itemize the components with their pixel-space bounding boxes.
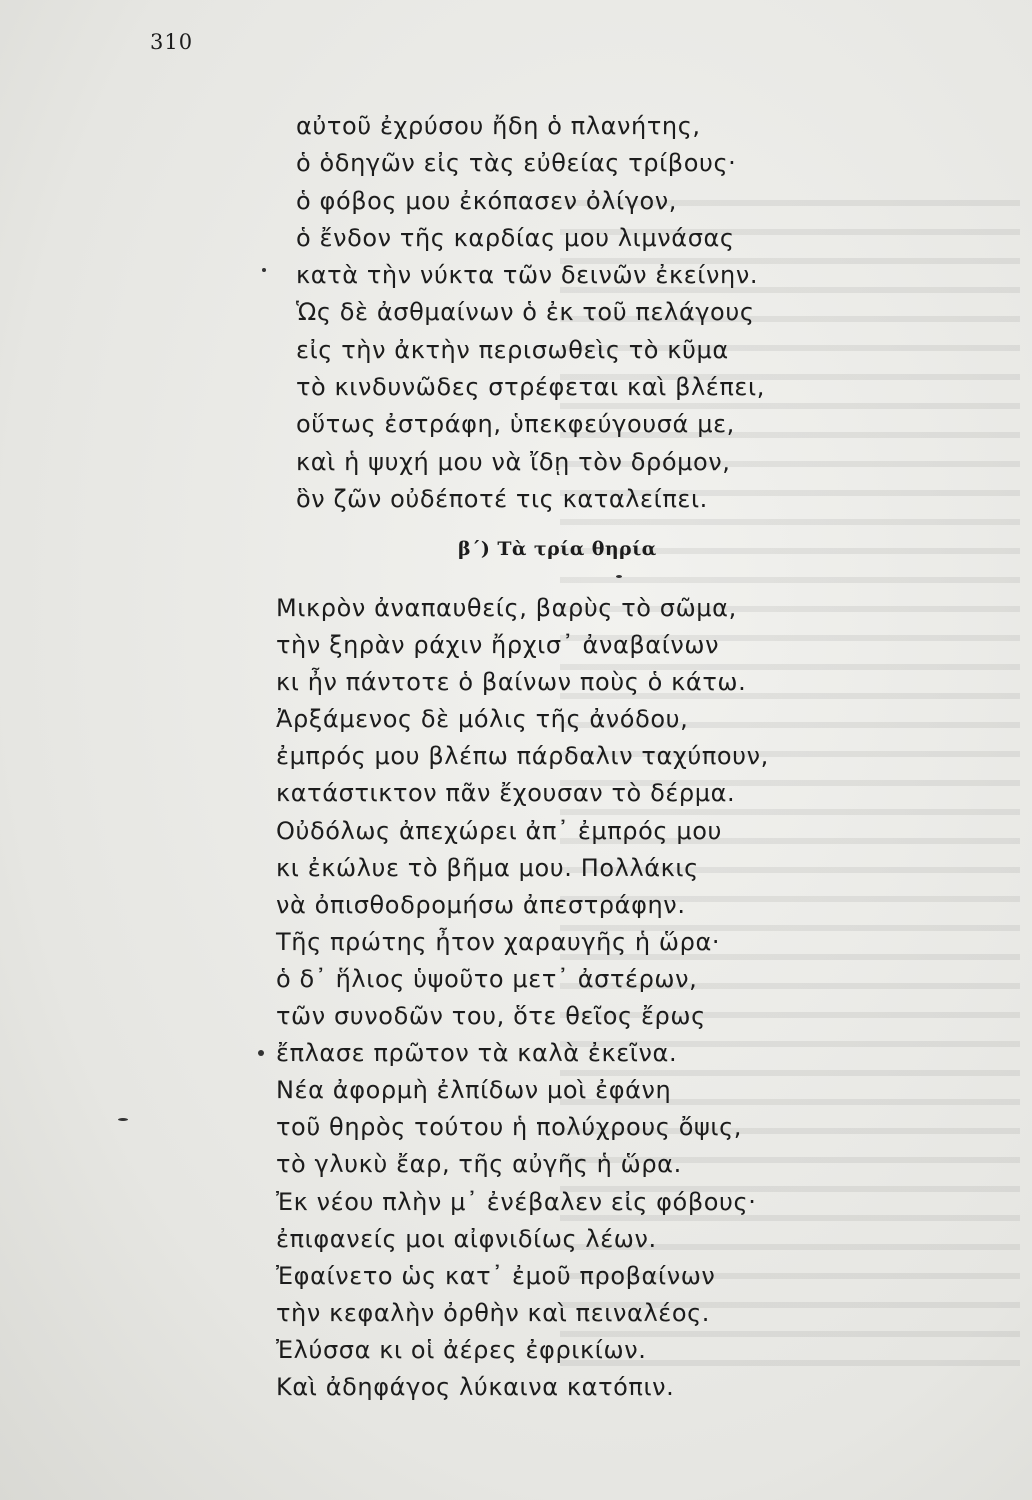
poem-line: κατάστικτον πᾶν ἔχουσαν τὸ δέρμα. [276,779,736,808]
poem-line: ὁ δ᾽ ἥλιος ὑψοῦτο μετ᾽ ἀστέρων, [276,964,698,993]
poem-line: Τῆς πρώτης ἦτον χαραυγῆς ἡ ὥρα· [276,927,721,956]
poem-line: κι ἐκώλυε τὸ βῆμα μου. Πολλάκις [276,853,699,882]
poem-line: Οὐδόλως ἀπεχώρει ἀπ᾽ ἐμπρός μου [276,816,722,845]
poem-line: κατὰ τὴν νύκτα τῶν δεινῶν ἐκείνην. [296,261,759,290]
ink-speck [258,1050,264,1056]
poem-line: Ἐκ νέου πλὴν μ᾽ ἐνέβαλεν εἰς φόβους· [276,1187,757,1216]
poem-line: ὁ ὁδηγῶν εἰς τὰς εὐθείας τρίβους· [296,149,737,178]
ink-speck [262,268,266,272]
poem-line: νὰ ὀπισθοδρομήσω ἀπεστράφην. [276,890,686,919]
poem-line: ὃν ζῶν οὐδέποτέ τις καταλείπει. [296,484,708,513]
poem-line: κι ἦν πάντοτε ὁ βαίνων ποὺς ὁ κάτω. [276,668,747,697]
poem-line: αὐτοῦ ἐχρύσου ἤδη ὁ πλανήτης, [296,112,701,140]
ink-speck [616,575,622,578]
poem-line: ὁ φόβος μου ἐκόπασεν ὀλίγον, [296,186,678,215]
poem-line: Ἐφαίνετο ὡς κατ᾽ ἐμοῦ προβαίνων [276,1261,716,1290]
poem-line: ἐπιφανείς μοι αἰφνιδίως λέων. [276,1224,657,1253]
poem-line: τὸ κινδυνῶδες στρέφεται καὶ βλέπει, [296,373,765,402]
poem-line: Καὶ ἀδηφάγος λύκαινα κατόπιν. [276,1372,675,1401]
poem-line: ἐμπρός μου βλέπω πάρδαλιν ταχύπουν, [276,742,769,771]
poem-line: ὁ ἔνδον τῆς καρδίας μου λιμνάσας [296,223,735,252]
poem-line: τοῦ θηρὸς τούτου ἡ πολύχρους ὄψις, [276,1113,743,1142]
page-number: 310 [150,30,194,54]
poem-line: Ἀρξάμενος δὲ μόλις τῆς ἀνόδου, [276,705,689,734]
poem-line: οὕτως ἐστράφη, ὑπεκφεύγουσά με, [296,410,735,439]
poem-line: τὴν κεφαλὴν ὀρθὴν καὶ πειναλέος. [276,1298,711,1327]
poem-line: ἔπλασε πρῶτον τὰ καλὰ ἐκεῖνα. [276,1039,678,1068]
poem-line: τὸ γλυκὺ ἔαρ, τῆς αὐγῆς ἡ ὥρα. [276,1150,682,1179]
poem-line: καὶ ἡ ψυχή μου νὰ ἴδῃ τὸν δρόμον, [296,447,731,476]
poem-line: Ἐλύσσα κι οἱ ἀέρες ἐφρικίων. [276,1335,647,1364]
poem-line: τὴν ξηρὰν ράχιν ἤρχισ᾽ ἀναβαίνων [276,631,720,660]
poem-line: Νέα ἀφορμὴ ἐλπίδων μοὶ ἐφάνη [276,1076,672,1105]
poem-line: Μικρὸν ἀναπαυθείς, βαρὺς τὸ σῶμα, [276,594,737,622]
poem-stanza-1 [296,108,765,518]
poem-stanza-2 [276,590,769,1406]
ink-speck [118,1118,128,1121]
poem-line: τῶν συνοδῶν του, ὅτε θεῖος ἔρως [276,1002,706,1031]
section-heading: β΄) Τὰ τρία θηρία [458,538,657,560]
poem-line: Ὡς δὲ ἀσθμαίνων ὁ ἐκ τοῦ πελάγους [296,298,755,327]
poem-line: εἰς τὴν ἀκτὴν περισωθεὶς τὸ κῦμα [296,335,729,364]
